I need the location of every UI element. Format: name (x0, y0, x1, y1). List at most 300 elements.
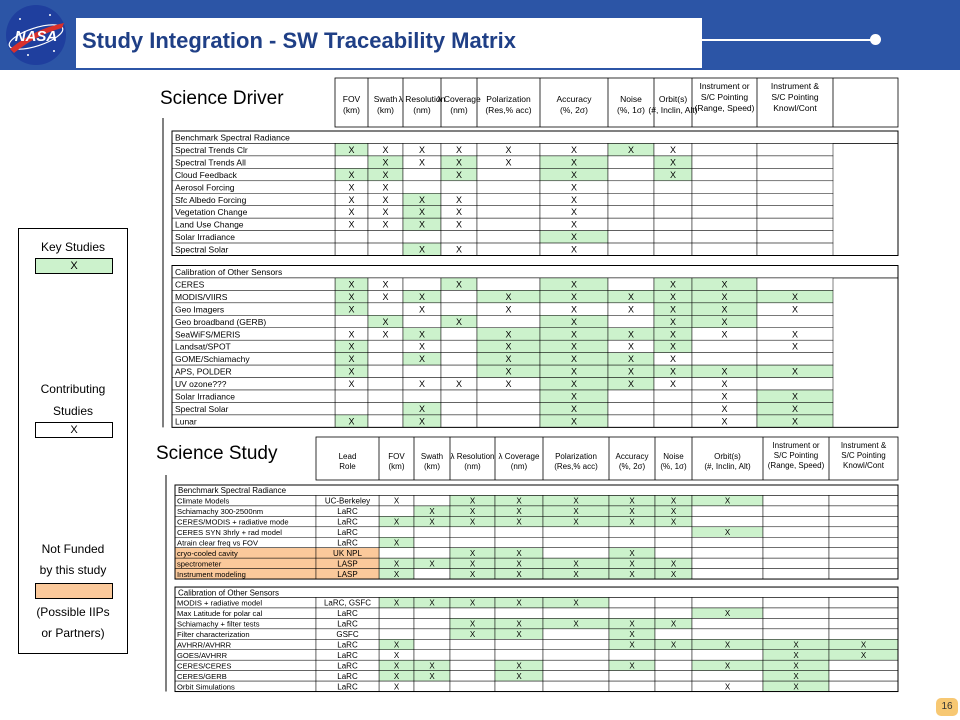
study-row-label: AVHRR/AVHRR (177, 640, 232, 650)
driver-cell-mark: X (570, 354, 578, 365)
study-cell (692, 569, 763, 579)
study-cell-mark: X (793, 671, 799, 681)
driver-cell (608, 278, 654, 290)
driver-cell (654, 243, 692, 255)
driver-cell-mark: X (348, 366, 355, 377)
driver-cell (441, 390, 477, 402)
study-cell (379, 527, 414, 537)
driver-row-label: CERES (175, 279, 205, 290)
driver-header-5-line-1: (%, 2σ) (560, 105, 588, 115)
study-cell-mark: X (393, 671, 400, 681)
study-header-3-line-0: λ Resolution (450, 452, 495, 461)
study-row-label: Atrain clear freq vs FOV (177, 538, 259, 548)
driver-cell (368, 402, 403, 414)
study-cell (763, 618, 829, 628)
driver-cell-mark: X (455, 194, 463, 205)
driver-cell (477, 390, 540, 402)
driver-cell-mark: X (669, 379, 677, 390)
study-cell-mark: X (393, 650, 400, 660)
driver-cell (692, 181, 757, 193)
driver-row-label: UV ozone??? (175, 379, 227, 390)
study-cell-mark: X (469, 569, 476, 579)
driver-cell-mark: X (348, 194, 355, 205)
legend-notfunded-label-2: by this study (39, 563, 107, 577)
driver-header-2-line-1: (nm) (413, 105, 431, 115)
driver-cell (757, 378, 833, 390)
driver-cell-mark: X (570, 244, 578, 255)
driver-row-label: Spectral Solar (175, 244, 229, 255)
study-cell (829, 537, 898, 547)
study-header-0-line-0: Lead (338, 452, 357, 461)
driver-cell (335, 315, 368, 327)
driver-cell (477, 278, 540, 290)
study-cell (692, 618, 763, 628)
driver-cell (477, 315, 540, 327)
study-header-9-line-0: Instrument or (772, 441, 820, 450)
study-cell (829, 660, 898, 670)
driver-cell-mark: X (669, 329, 677, 340)
study-cell (414, 608, 450, 618)
driver-cell-mark: X (570, 329, 578, 340)
driver-cell (608, 315, 654, 327)
study-cell (655, 650, 692, 660)
study-lead-role: LaRC (337, 682, 358, 692)
driver-cell-mark: X (505, 366, 512, 377)
study-row-label: Orbit Simulations (177, 682, 235, 692)
driver-cell (654, 181, 692, 193)
study-cell-mark: X (516, 630, 522, 640)
study-lead-role: LaRC (337, 650, 358, 660)
driver-cell-mark: X (455, 144, 463, 155)
driver-cell (692, 206, 757, 218)
study-row-label: cryo-cooled cavity (177, 548, 238, 558)
driver-cell-mark: X (721, 291, 728, 302)
driver-cell-mark: X (570, 379, 578, 390)
driver-row-label: Vegetation Change (175, 207, 248, 218)
driver-cell (477, 218, 540, 230)
study-cell-mark: X (393, 661, 400, 671)
study-header-7-line-0: Noise (663, 452, 684, 461)
study-lead-role: LaRC (337, 640, 358, 650)
driver-cell (403, 168, 441, 180)
driver-cell-mark: X (418, 354, 426, 365)
driver-cell-mark: X (382, 182, 389, 193)
driver-cell-mark: X (455, 169, 463, 180)
science-driver-title: Science Driver (160, 88, 284, 109)
driver-cell-mark: X (505, 291, 512, 302)
study-cell (450, 671, 495, 681)
study-cell-mark: X (670, 517, 677, 527)
study-cell (763, 506, 829, 516)
driver-cell-mark: X (348, 207, 355, 218)
study-row-label: Schiamachy + filter tests (177, 619, 260, 629)
driver-cell (477, 231, 540, 243)
driver-cell-mark: X (570, 169, 578, 180)
study-cell-mark: X (724, 496, 731, 506)
driver-header-5-line-0: Accuracy (556, 94, 592, 104)
study-cell (450, 608, 495, 618)
study-cell-mark: X (573, 496, 579, 506)
driver-cell-mark: X (570, 194, 578, 205)
study-cell (450, 639, 495, 649)
driver-row-label: APS, POLDER (175, 366, 232, 377)
driver-cell (608, 390, 654, 402)
study-lead-role: LaRC (337, 671, 358, 681)
study-cell-mark: X (860, 650, 867, 660)
driver-cell-mark: X (455, 379, 463, 390)
study-cell-mark: X (724, 661, 731, 671)
driver-cell-mark: X (669, 316, 677, 327)
study-cell-mark: X (393, 569, 400, 579)
driver-cell-mark: X (570, 279, 578, 290)
study-cell (655, 527, 692, 537)
driver-cell-mark: X (627, 329, 635, 340)
legend-contrib-label-2: Studies (52, 404, 94, 418)
study-cell-mark: X (793, 661, 799, 671)
study-header-6-line-0: Accuracy (615, 452, 649, 461)
study-cell (829, 558, 898, 568)
study-cell (543, 537, 609, 547)
study-header-6-line-1: (%, 2σ) (618, 462, 646, 471)
study-header-10-line-1: S/C Pointing (841, 451, 886, 460)
study-row-label: Instrument modeling (177, 569, 246, 579)
driver-cell (368, 390, 403, 402)
study-cell (609, 650, 655, 660)
driver-cell (441, 402, 477, 414)
driver-cell-mark: X (791, 416, 799, 427)
driver-cell (477, 402, 540, 414)
driver-cell-mark: X (418, 194, 426, 205)
driver-cell-mark: X (721, 316, 728, 327)
study-header-5-line-1: (Res,% acc) (554, 462, 598, 471)
driver-cell-mark: X (627, 366, 635, 377)
driver-cell-mark: X (455, 157, 463, 168)
driver-cell (654, 206, 692, 218)
driver-header-1-line-0: Swath (373, 94, 398, 104)
legend-notfunded-label-1: Not Funded (41, 542, 105, 556)
study-lead-role: LaRC (337, 507, 358, 517)
study-header-10-line-0: Instrument & (840, 441, 887, 450)
study-cell (692, 650, 763, 660)
study-header-3-line-1: (nm) (464, 462, 481, 471)
study-header-4-line-0: λ Coverage (498, 452, 540, 461)
driver-cell (368, 378, 403, 390)
study-cell (829, 516, 898, 526)
driver-cell (757, 243, 833, 255)
study-cell (609, 671, 655, 681)
driver-row-label: MODIS/VIIRS (175, 291, 228, 302)
driver-cell-mark: X (721, 329, 728, 340)
driver-row-label: Geo Imagers (175, 304, 225, 315)
study-cell-mark: X (429, 559, 435, 569)
driver-cell (368, 365, 403, 377)
driver-cell-mark: X (570, 341, 578, 352)
driver-cell (692, 231, 757, 243)
driver-cell-mark: X (627, 379, 635, 390)
driver-cell (692, 168, 757, 180)
study-lead-role: LaRC (337, 619, 358, 629)
study-cell (495, 650, 543, 660)
study-cell (609, 598, 655, 608)
driver-cell-mark: X (418, 157, 426, 168)
driver-header-1-line-1: (km) (377, 105, 394, 115)
driver-cell (757, 181, 833, 193)
study-cell (414, 548, 450, 558)
study-cell-mark: X (724, 609, 731, 619)
driver-header-0-line-0: FOV (342, 94, 361, 104)
study-lead-role: UK NPL (333, 548, 362, 558)
driver-cell-mark: X (570, 304, 578, 315)
study-row-label: CERES SYN 3hrly + rad model (177, 528, 282, 537)
driver-cell (441, 181, 477, 193)
driver-cell (654, 218, 692, 230)
study-cell-mark: X (429, 598, 435, 608)
driver-cell (654, 390, 692, 402)
driver-cell-mark: X (669, 144, 677, 155)
study-cell-mark: X (573, 569, 579, 579)
page-number: 16 (936, 698, 958, 716)
driver-cell (403, 181, 441, 193)
driver-cell (608, 193, 654, 205)
driver-cell-mark: X (721, 366, 728, 377)
driver-cell-mark: X (348, 416, 355, 427)
driver-cell (654, 193, 692, 205)
driver-header-3-line-0: λ Coverage (437, 94, 481, 104)
driver-cell-mark: X (570, 144, 578, 155)
study-cell-mark: X (469, 507, 476, 517)
driver-header-7-line-0: Orbit(s) (658, 94, 688, 104)
driver-cell (368, 303, 403, 315)
study-cell-mark: X (516, 548, 522, 558)
driver-cell-mark: X (669, 291, 677, 302)
study-cell (414, 629, 450, 639)
study-cell (692, 629, 763, 639)
study-cell (692, 558, 763, 568)
driver-cell (654, 402, 692, 414)
study-cell (414, 650, 450, 660)
study-cell-mark: X (469, 496, 476, 506)
study-cell (829, 671, 898, 681)
study-cell (450, 537, 495, 547)
driver-cell (368, 243, 403, 255)
study-cell (692, 537, 763, 547)
study-header-2-line-0: Swath (420, 452, 444, 461)
driver-cell-mark: X (721, 304, 728, 315)
driver-cell-mark: X (669, 366, 677, 377)
driver-cell (654, 415, 692, 427)
legend-key-label: Key Studies (40, 240, 106, 254)
study-cell (763, 537, 829, 547)
driver-row-label: Spectral Trends All (175, 157, 246, 168)
driver-row-label: Solar Irradiance (175, 391, 236, 402)
study-cell-mark: X (469, 548, 476, 558)
study-cell (450, 650, 495, 660)
driver-row-label: Geo broadband (GERB) (175, 316, 267, 327)
study-cell-mark: X (516, 661, 522, 671)
driver-cell (608, 168, 654, 180)
driver-cell-mark: X (382, 207, 389, 218)
driver-cell (441, 365, 477, 377)
driver-cell (403, 315, 441, 327)
driver-cell-mark: X (348, 379, 355, 390)
driver-cell-mark: X (669, 157, 677, 168)
driver-cell-mark: X (505, 144, 512, 155)
study-cell-mark: X (724, 640, 731, 650)
study-header-7-line-1: (%, 1σ) (660, 462, 687, 471)
study-cell-mark: X (393, 640, 400, 650)
driver-cell-mark: X (418, 304, 426, 315)
study-cell (655, 629, 692, 639)
driver-header-9-line-2: Knowl/Cont (773, 103, 817, 113)
study-lead-role: LaRC (337, 538, 358, 548)
driver-cell (441, 303, 477, 315)
study-cell (829, 608, 898, 618)
driver-cell-mark: X (505, 304, 512, 315)
study-cell (655, 598, 692, 608)
driver-header-6-line-0: Noise (620, 94, 642, 104)
study-cell (692, 548, 763, 558)
study-cell (450, 660, 495, 670)
study-cell-mark: X (393, 559, 400, 569)
study-cell-mark: X (469, 630, 476, 640)
study-cell (829, 506, 898, 516)
study-cell-mark: X (516, 507, 522, 517)
driver-cell (477, 415, 540, 427)
study-cell (414, 618, 450, 628)
driver-cell-mark: X (382, 291, 389, 302)
study-header-0-line-1: Role (339, 462, 356, 471)
driver-cell-mark: X (348, 304, 355, 315)
driver-cell-mark: X (418, 244, 426, 255)
study-cell (655, 671, 692, 681)
driver-cell (441, 353, 477, 365)
study-cell-mark: X (429, 507, 435, 517)
driver-header-0-line-1: (km) (343, 105, 360, 115)
driver-cell (477, 206, 540, 218)
driver-group-title: Benchmark Spectral Radiance (175, 132, 290, 143)
driver-cell-mark: X (418, 219, 426, 230)
driver-group-title: Calibration of Other Sensors (175, 267, 283, 277)
study-group-title: Calibration of Other Sensors (178, 588, 279, 598)
study-header-9-line-1: S/C Pointing (773, 451, 819, 460)
driver-cell-mark: X (455, 219, 463, 230)
legend-contrib-label-1: Contributing (40, 382, 106, 396)
driver-cell (477, 168, 540, 180)
driver-cell (441, 328, 477, 340)
driver-cell-mark: X (721, 379, 728, 390)
study-row-label: Schiamachy 300-2500nm (177, 507, 264, 517)
study-cell (543, 681, 609, 691)
driver-cell (335, 156, 368, 168)
study-cell (829, 495, 898, 505)
study-cell-mark: X (573, 517, 579, 527)
driver-cell (441, 231, 477, 243)
study-cell-mark: X (724, 682, 731, 692)
study-cell (450, 681, 495, 691)
study-cell-mark: X (469, 598, 476, 608)
driver-header-8-line-2: (Range, Speed) (694, 103, 755, 113)
driver-cell (403, 390, 441, 402)
driver-header-4-line-0: Polarization (486, 94, 531, 104)
driver-cell-mark: X (721, 279, 728, 290)
slide-title: Study Integration - SW Traceability Matrix (82, 28, 516, 53)
study-cell (763, 558, 829, 568)
driver-cell-mark: X (570, 207, 578, 218)
study-cell-mark: X (793, 682, 799, 692)
study-cell-mark: X (670, 496, 677, 506)
driver-header-4-line-1: (Res,% acc) (485, 105, 532, 115)
driver-cell (608, 415, 654, 427)
driver-cell-mark: X (791, 304, 799, 315)
driver-header-3-line-1: (nm) (450, 105, 468, 115)
study-cell (692, 671, 763, 681)
driver-row-label: SeaWiFS/MERIS (175, 329, 241, 340)
study-cell-mark: X (393, 496, 400, 506)
study-cell (763, 598, 829, 608)
driver-cell-mark: X (669, 279, 677, 290)
driver-cell-mark: X (418, 403, 426, 414)
study-cell-mark: X (393, 538, 400, 548)
driver-cell (757, 206, 833, 218)
driver-cell (608, 218, 654, 230)
driver-cell-mark: X (791, 291, 799, 302)
study-header-5-line-0: Polarization (555, 452, 597, 461)
study-row-label: Filter characterization (177, 630, 250, 640)
study-cell (829, 548, 898, 558)
driver-cell (335, 231, 368, 243)
driver-cell (335, 390, 368, 402)
driver-cell (692, 143, 757, 155)
study-cell-mark: X (670, 507, 677, 517)
study-cell (692, 516, 763, 526)
study-cell-mark: X (393, 682, 400, 692)
driver-row-label: Aerosol Forcing (175, 182, 235, 193)
study-row-label: Max Latitude for polar cal (177, 609, 263, 619)
driver-cell (692, 340, 757, 352)
driver-cell-mark: X (669, 169, 677, 180)
study-cell-mark: X (573, 507, 579, 517)
study-cell-mark: X (629, 507, 635, 517)
driver-cell-mark: X (570, 366, 578, 377)
study-cell-mark: X (393, 517, 400, 527)
driver-cell-mark: X (348, 169, 355, 180)
study-cell (692, 598, 763, 608)
study-cell (543, 527, 609, 537)
study-cell (763, 527, 829, 537)
study-cell (495, 681, 543, 691)
study-cell (655, 660, 692, 670)
driver-cell-mark: X (455, 316, 463, 327)
study-cell (414, 569, 450, 579)
study-row-label: spectrometer (177, 559, 222, 569)
study-cell (414, 537, 450, 547)
study-cell (495, 537, 543, 547)
study-header-10-line-2: Knowl/Cont (843, 461, 884, 470)
study-cell-mark: X (573, 598, 579, 608)
study-row-label: MODIS + radiative model (177, 598, 263, 608)
driver-cell-mark: X (382, 329, 389, 340)
study-cell-mark: X (516, 559, 522, 569)
driver-cell (757, 193, 833, 205)
study-cell-mark: X (516, 598, 522, 608)
driver-cell-mark: X (418, 379, 426, 390)
driver-row-label: Spectral Trends Clr (175, 144, 248, 155)
driver-cell-mark: X (791, 403, 799, 414)
study-header-8-line-1: (#, Inclin, Alt) (704, 462, 751, 471)
driver-row-label: Sfc Albedo Forcing (175, 194, 247, 205)
study-cell-mark: X (724, 528, 731, 537)
study-cell (655, 608, 692, 618)
